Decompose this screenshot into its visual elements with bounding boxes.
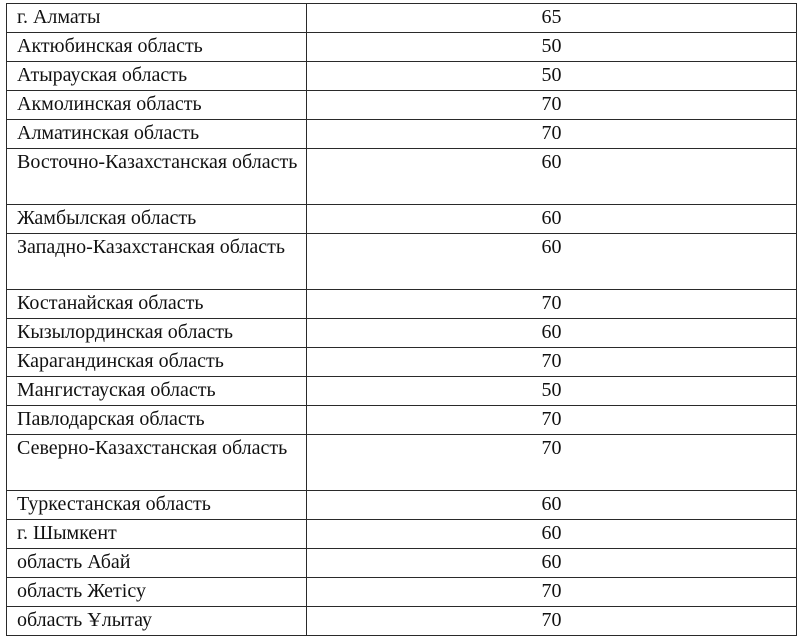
region-cell: Северно-Казахстанская область <box>7 435 307 491</box>
value-cell: 60 <box>307 234 797 290</box>
table-row <box>7 549 797 578</box>
value-cell: 50 <box>307 33 797 62</box>
table-row <box>7 91 797 120</box>
table-row <box>7 4 797 33</box>
value-cell: 70 <box>307 348 797 377</box>
value-cell: 65 <box>307 4 797 33</box>
region-cell: Актюбинская область <box>7 33 307 62</box>
value-cell: 70 <box>307 406 797 435</box>
value-cell: 70 <box>307 578 797 607</box>
value-cell: 50 <box>307 377 797 406</box>
table-row <box>7 205 797 234</box>
region-cell: Кызылординская область <box>7 319 307 348</box>
region-table-container <box>6 3 796 636</box>
table-row <box>7 149 797 205</box>
table-row <box>7 406 797 435</box>
table-row <box>7 290 797 319</box>
region-cell: Восточно-Казахстанская область <box>7 149 307 205</box>
table-row <box>7 377 797 406</box>
region-cell: область Ұлытау <box>7 607 307 636</box>
region-cell: Туркестанская область <box>7 491 307 520</box>
value-cell: 70 <box>307 91 797 120</box>
value-cell: 60 <box>307 149 797 205</box>
value-cell: 70 <box>307 120 797 149</box>
region-values-table <box>6 3 797 636</box>
region-cell: Акмолинская область <box>7 91 307 120</box>
table-row <box>7 348 797 377</box>
table-row <box>7 120 797 149</box>
region-cell: Костанайская область <box>7 290 307 319</box>
value-cell: 50 <box>307 62 797 91</box>
table-row <box>7 520 797 549</box>
table-row <box>7 33 797 62</box>
value-cell: 60 <box>307 205 797 234</box>
value-cell: 70 <box>307 435 797 491</box>
region-cell: Западно-Казахстанская область <box>7 234 307 290</box>
value-cell: 60 <box>307 319 797 348</box>
table-row <box>7 319 797 348</box>
value-cell: 60 <box>307 520 797 549</box>
table-row <box>7 435 797 491</box>
table-row <box>7 607 797 636</box>
region-cell: г. Шымкент <box>7 520 307 549</box>
value-cell: 70 <box>307 607 797 636</box>
region-cell: Жамбылская область <box>7 205 307 234</box>
value-cell: 60 <box>307 549 797 578</box>
region-cell: Алматинская область <box>7 120 307 149</box>
region-cell: Карагандинская область <box>7 348 307 377</box>
region-cell: Атырауская область <box>7 62 307 91</box>
value-cell: 60 <box>307 491 797 520</box>
region-cell: г. Алматы <box>7 4 307 33</box>
region-cell: область Абай <box>7 549 307 578</box>
table-row <box>7 62 797 91</box>
region-cell: Павлодарская область <box>7 406 307 435</box>
region-cell: Мангистауская область <box>7 377 307 406</box>
table-row <box>7 491 797 520</box>
value-cell: 70 <box>307 290 797 319</box>
region-cell: область Жетісу <box>7 578 307 607</box>
table-row <box>7 578 797 607</box>
table-row <box>7 234 797 290</box>
